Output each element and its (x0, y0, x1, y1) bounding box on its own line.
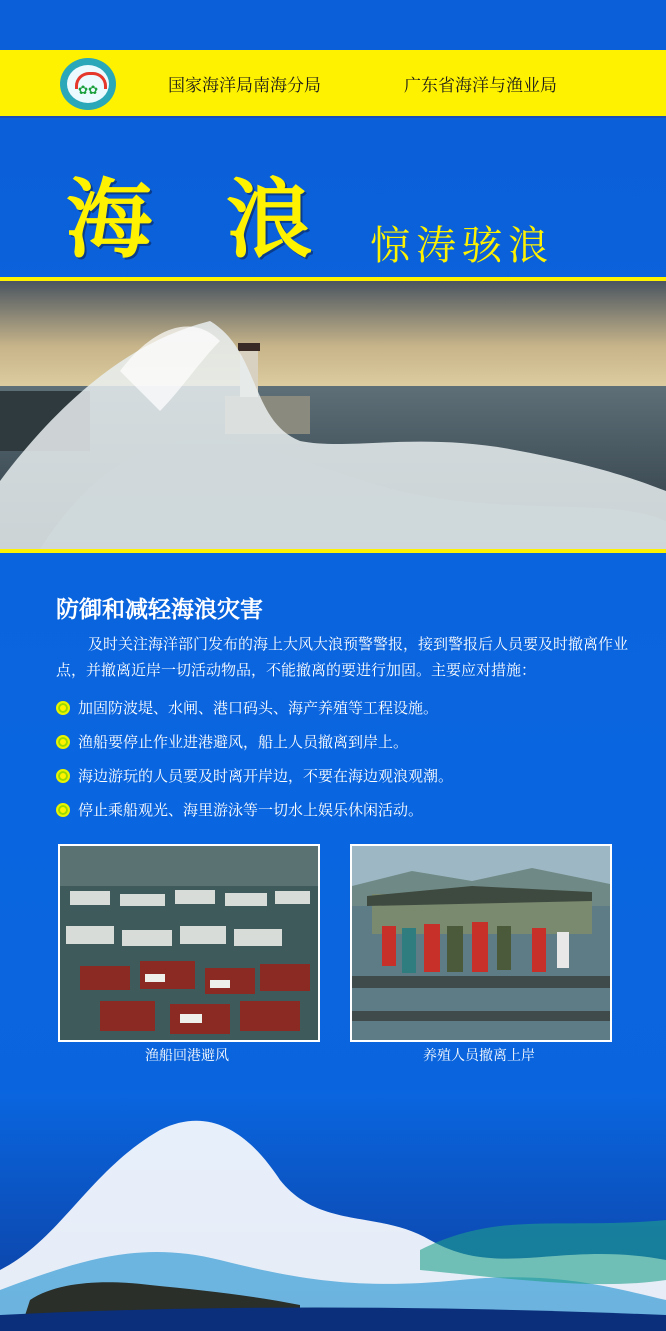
list-item-text: 渔船要停止作业进港避风，船上人员撤离到岸上。 (78, 733, 409, 751)
bullet-icon (56, 735, 70, 749)
bullet-icon (56, 701, 70, 715)
logo-icon: ✿✿ (60, 58, 116, 110)
section-heading: 防御和减轻海浪灾害 (56, 597, 263, 623)
hero-wave-photo (0, 281, 666, 549)
list-item-text: 加固防波堤、水闸、港口码头、海产养殖等工程设施。 (78, 699, 439, 717)
top-blue-bar (0, 0, 666, 50)
photo-caption-left: 渔船回港避风 (145, 1048, 229, 1064)
bullet-icon (56, 769, 70, 783)
content (0, 553, 666, 1113)
page-title: 海浪 (66, 170, 386, 270)
list-item (56, 725, 453, 759)
bottom-wave-image (0, 1090, 666, 1331)
org-right: 广东省海洋与渔业局 (404, 76, 557, 96)
measure-list (56, 691, 453, 827)
list-item (56, 691, 453, 725)
photo-farm-evacuation (350, 844, 612, 1042)
list-item (56, 759, 453, 793)
org-left: 国家海洋局南海分局 (168, 76, 321, 96)
photo-boats-harbor (58, 844, 320, 1042)
list-item-text: 停止乘船观光、海里游泳等一切水上娱乐休闲活动。 (78, 801, 424, 819)
list-item-text: 海边游玩的人员要及时离开岸边，不要在海边观浪观潮。 (78, 767, 454, 785)
bullet-icon (56, 803, 70, 817)
list-item (56, 793, 453, 827)
photo-caption-right: 养殖人员撤离上岸 (423, 1048, 535, 1064)
intro-paragraph: 及时关注海洋部门发布的海上大风大浪预警警报，接到警报后人员要及时撤离作业点，并撤离近岸一切活动物品，不能撤离的要进行加固。主要应对措施： (56, 635, 629, 679)
page-subtitle: 惊涛骇浪 (370, 223, 554, 269)
